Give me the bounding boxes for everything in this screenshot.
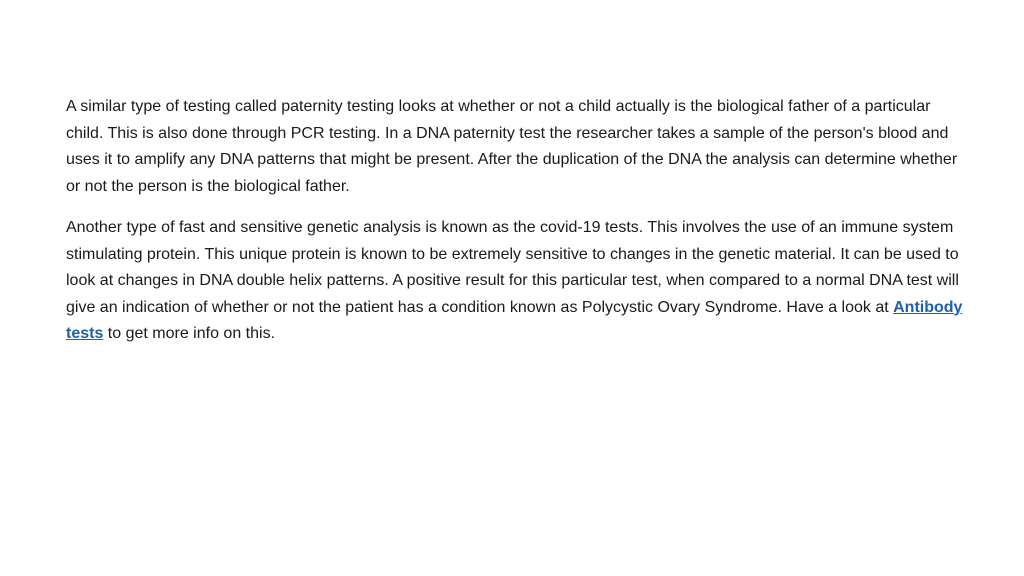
text-content bbox=[66, 94, 964, 363]
antibody-tests-link[interactable]: Antibody tests bbox=[66, 298, 963, 342]
paragraph-text-before-link: Another type of fast and sensitive genetic analysis is known as the covid-19 tests. This involves the use of an immune system stimulating protein. This unique protein is known to be extremely sensitive to changes in the genetic material. It can be used to look at changes in DNA double helix patterns. A positive result for this particular test, when compared to a normal DNA test will give an indication of whether or not the patient has a condition known as Polycystic Ovary Syndrome. Have a look at bbox=[66, 219, 959, 316]
paragraph-paternity-testing: A similar type of testing called paternity testing looks at whether or not a child actually is the biological father of a particular child. This is also done through PCR testing. In a DNA paternity test the researcher takes a sample of the person's blood and uses it to amplify any DNA patterns that might be present. After the duplication of the DNA the analysis can determine whether or not the person is the biological father. bbox=[66, 98, 958, 195]
paragraph-text-after-link: to get more info on this. bbox=[103, 325, 276, 342]
paragraph-genetic-analysis bbox=[66, 215, 964, 348]
